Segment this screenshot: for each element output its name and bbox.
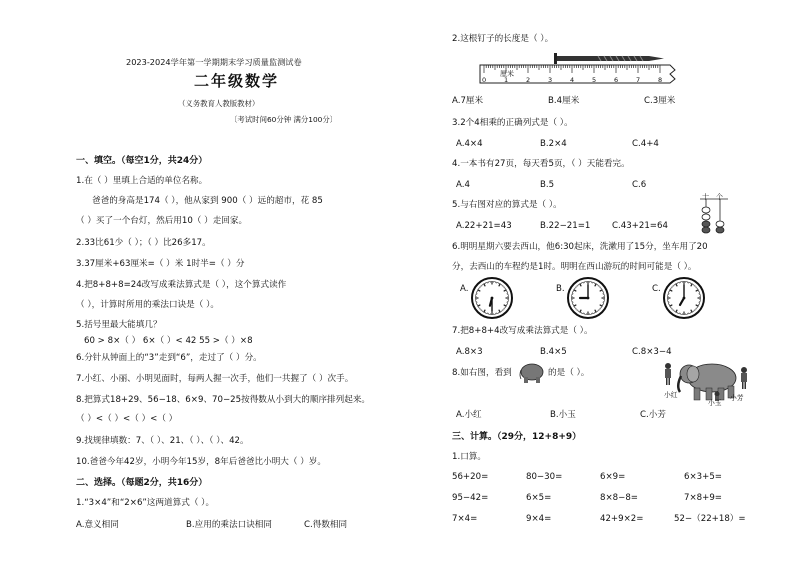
choice-8: 8.如右图，看到: [452, 368, 512, 378]
elephant-icon: [678, 364, 736, 400]
abacus-tens-label: 十: [702, 193, 709, 201]
page-subtitle: （义务教育人教版教材）: [178, 99, 260, 108]
question-1b: 爸爸的身高是174（ ），他从家到 900（ ）远的超市，花 85: [92, 196, 323, 206]
clock-a-label: A.: [460, 284, 469, 294]
calc-r1-c1: 6×5=: [526, 493, 552, 503]
choice-1-option-a: A.意义相同: [76, 520, 119, 530]
choice-3-option-b: B.2×4: [540, 139, 567, 149]
calc-r2-c3: 52−（22+18）=: [674, 514, 746, 524]
question-4a: 4.把8+8+8=24改写成乘法算式是（ ），这个算式读作: [76, 280, 287, 290]
choice-6a: 6.明明星期六要去西山，他6:30起床，洗漱用了15分，坐车用了20: [452, 242, 708, 252]
figure-label-xiaofang: 小芳: [730, 394, 744, 402]
choice-7-option-b: B.4×5: [540, 347, 567, 357]
section-calc-heading: 三、计算。（29分，12+8+9）: [452, 432, 582, 442]
exam-header-line: 2023-2024学年第一学期期末学习质量监测试卷: [126, 57, 302, 67]
choice-3-option-c: C.4+4: [632, 139, 659, 149]
choice-7-option-a: A.8×3: [456, 347, 483, 357]
ruler-tick-label: 7: [636, 76, 641, 84]
clock-c-icon: [662, 276, 706, 320]
choice-1: 1.“3×4”和“2×6”这两道算式（ ）。: [76, 498, 215, 508]
ruler-tick-label: 4: [570, 76, 575, 84]
time-note: 〔考试时间60分钟 满分100分〕: [230, 115, 338, 124]
calc-r1-c0: 95−42=: [452, 493, 489, 503]
question-1a: 1.在（ ）里填上合适的单位名称。: [76, 176, 208, 186]
question-4b: （ ），计算时所用的乘法口诀是（ ）。: [76, 300, 219, 310]
ruler-tick-label: 1: [504, 76, 509, 84]
question-8a: 8.把算式18+29、56−18、6×9、70−25按得数从小到大的顺序排列起来。: [76, 395, 371, 405]
ruler-tick-label: 6: [614, 76, 619, 84]
section-fill-in-heading: 一、填空。（每空1分，共24分）: [76, 156, 208, 166]
question-5a: 5.括号里最大能填几？: [76, 320, 162, 330]
question-10: 10.爸爸今年42岁，小明今年15岁，8年后爸爸比小明大（ ）岁。: [76, 457, 326, 467]
clock-c-label: C.: [652, 284, 661, 294]
question-1c: （ ）买了一个台灯，然后用10（ ）走回家。: [76, 216, 248, 226]
calc-sub-heading: 1.口算。: [452, 452, 486, 462]
choice-5-option-b: B.22−21=1: [540, 221, 591, 231]
calc-r1-c2: 8×8−8=: [600, 493, 639, 503]
choice-5-option-a: A.22+21=43: [456, 221, 512, 231]
abacus-illustration: [698, 198, 730, 234]
question-6: 6.分针从钟面上的“3”走到“6”，走过了（ ）分。: [76, 353, 262, 363]
calc-r0-c0: 56+20=: [452, 472, 489, 482]
question-2: 2.33比61少（ ）；（ ）比26多17。: [76, 238, 211, 248]
calc-r2-c1: 9×4=: [526, 514, 552, 524]
figure-label-xiaohong: 小红: [664, 391, 678, 399]
calc-r1-c3: 7×8+9=: [684, 493, 723, 503]
clock-center: [683, 297, 686, 300]
calc-r2-c0: 7×4=: [452, 514, 478, 524]
choice-4-option-a: A.4: [456, 180, 470, 190]
question-7: 7.小红、小丽、小明见面时，每两人握一次手，他们一共握了（ ）次手。: [76, 374, 354, 384]
choice-1-option-c: C.得数相同: [304, 520, 348, 530]
choice-5-option-c: C.43+21=64: [612, 221, 668, 231]
choice-7-option-c: C.8×3−4: [632, 347, 672, 357]
elephant-back-icon: [518, 362, 546, 384]
choice-8-option-c: C.小芳: [640, 410, 666, 420]
question-5b: 60 > 8×（ ） 6×（ ）< 42 55 >（ ）×8: [84, 336, 253, 346]
nail-icon: [554, 53, 664, 64]
choice-3-option-a: A.4×4: [456, 139, 483, 149]
section-choice-heading: 二、选择。（每题2分，共16分）: [76, 478, 208, 488]
choice-8-tail: 的是（ ）。: [548, 368, 590, 378]
question-9: 9.找规律填数：7、（ ）、21、（ ）、（ ）、42。: [76, 436, 249, 446]
page-title: 二年级数学: [194, 72, 280, 90]
choice-8-option-b: B.小玉: [550, 410, 576, 420]
clock-a-icon: [470, 276, 514, 320]
calc-r2-c2: 42+9×2=: [600, 514, 644, 524]
clock-b-icon: [566, 276, 610, 320]
ruler-tick-label: 2: [526, 76, 531, 84]
ruler-tick-label: 5: [592, 76, 597, 84]
choice-4-option-b: B.5: [540, 180, 555, 190]
choice-4-option-c: C.6: [632, 180, 647, 190]
choice-5: 5.与右图对应的算式是（ ）。: [452, 200, 562, 210]
ruler-unit-label: 厘米: [500, 70, 514, 78]
choice-3: 3.2个4相乘的正确列式是（ ）。: [452, 118, 573, 128]
choice-2-option-a: A.7厘米: [452, 96, 484, 106]
ruler-tick-label: 8: [658, 76, 663, 84]
ruler-tick-label: 0: [482, 76, 487, 84]
question-3: 3.37厘米+63厘米=（ ）米 1时半=（ ）分: [76, 259, 245, 269]
clock-center: [587, 297, 590, 300]
child-fang-icon: [741, 367, 747, 389]
choice-2: 2.这根钉子的长度是（ ）。: [452, 34, 554, 44]
calc-r0-c1: 80−30=: [526, 472, 563, 482]
choice-1-option-b: B.应用的乘法口诀相同: [186, 520, 272, 530]
clock-center: [491, 297, 494, 300]
choice-6b: 分，去西山的车程约是1时。明明在西山游玩的时间可能是（ ）。: [452, 262, 697, 272]
choice-2-option-b: B.4厘米: [548, 96, 580, 106]
choice-4: 4.一本书有27页，每天看5页，（ ）天能看完。: [452, 159, 630, 169]
calc-r0-c2: 6×9=: [600, 472, 626, 482]
ruler-tick-label: 3: [548, 76, 553, 84]
clock-b-label: B.: [556, 284, 565, 294]
choice-2-option-c: C.3厘米: [644, 96, 676, 106]
figure-label-xiaoyu: 小玉: [708, 399, 722, 407]
choice-7: 7.把8+8+4改写成乘法算式是（ ）。: [452, 326, 593, 336]
child-red-icon: [665, 363, 671, 385]
abacus-ones-label: 个: [716, 193, 723, 201]
question-8b: （ ）<（ ）<（ ）<（ ）: [76, 414, 178, 424]
calc-r0-c3: 6×3+5=: [684, 472, 723, 482]
choice-8-option-a: A.小红: [456, 410, 482, 420]
